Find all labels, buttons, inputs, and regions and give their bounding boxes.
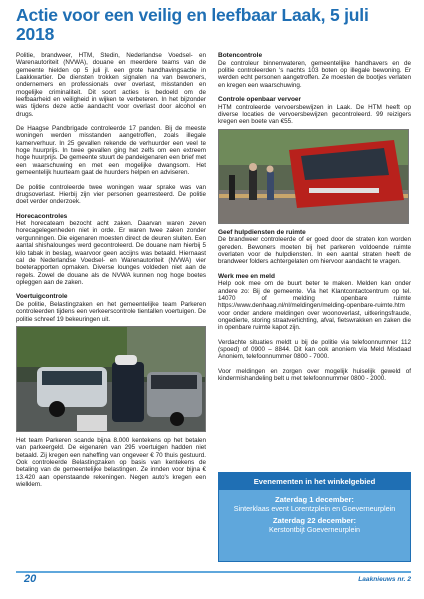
horeca-paragraph: Het horecateam bezocht acht zaken. Daarvan waren zeven horecagelegenheden niet in orde. Er waren twee zaken zonder vergunningen. Die eigenaren moesten direct de deuren sluiten. Een aantal shishalounges werd gecontroleerd. De douane nam hierbij 5 kilo tabak in beslag, waarvoor geen accijns was betaald. Hiernaast cal de Nederlandse Voedsel- en Warenautoriteit (NVWA) vier boeterapporten opmaken. Diverse lounges voldeden niet aan de regels. Zowel de douane als de NVWA kunnen nog hoge boetes opleggen aan de zaken. (16, 220, 206, 286)
event-description: Kerstontbijt Goeverneurplein (268, 525, 361, 534)
vehicle-control-photo (16, 326, 206, 432)
voertuig-heading: Voertuigcontrole (16, 293, 68, 301)
left-column (16, 52, 206, 495)
event-sinterklaas (219, 490, 410, 513)
voertuig-paragraph: De politie, Belastingzaken en het gemeentelijke team Parkeren controleerden tijdens een verkeerscontrole tientallen voertuigen. De politie schreef 19 bekeuringen uit. (16, 300, 206, 323)
ov-paragraph: HTM controleerde vervoersbewijzen in Laak. De HTM heeft op diverse locaties de vervoersbewijzen gecontroleerd. 99 reizigers kregen een boete van €55. (218, 103, 411, 126)
magazine-name: Laaknieuws nr. 2 (358, 576, 411, 583)
right-column (218, 52, 411, 389)
event-kerstontbijt (219, 513, 410, 534)
panden-paragraph: De Haagse Pandbrigade controleerde 17 panden. Bij de meeste woningen werden misstanden aangetroffen, zoals illegale kamerverhuur. In 25 gevallen rekende de verhuurder een veel te hoge huurprijs. In twee gevallen ging het zelfs om een extreem hoge huurprijs. De gemeente stuurt de pandeigenaren een brief met een waarschuwing en met een mogelijke dwangsom. Het gemeentelijk huurteam gaat de huurders helpen en adviseren. (16, 125, 206, 177)
parkeren-paragraph: Het team Parkeren scande bijna 8.000 kentekens op het betalen van parkeergeld. De eigenaren van 295 voertuigen hadden niet betaald. Zij kregen een naheffing van ongeveer € 70 thuis gestuurd. Ook controleerde Belastingzaken op basis van kentekens de betaling van de gemeentelijke belastingen. Ze innden voor bijna € 13.420 aan openstaande rekeningen. Negen auto's kregen een wielklem. (16, 436, 206, 488)
meld-paragraph: Help ook mee om de buurt beter te maken. Melden kan onder andere zo: Bij de gemeente. Via het Klantcontactcentrum op tel. 14070 of melding openbare ruimte https://www.denhaag.nl/nl/meldingen/melding-openbare-ruimte.htm voor onder andere meldingen over woonoverlast, uitkeringsfraude, ongedierte, storing straatverlichting, afval, fietswrakken en zaken die in openbare ruimte kapot zijn. (218, 280, 411, 332)
event-description: Sinterklaas event Lorentzplein en Goeverneurplein (233, 504, 396, 513)
page-number: 20 (24, 573, 37, 585)
verdacht-paragraph: Verdachte situaties meldt u bij de politie via telefoonnummer 112 (spoed) of 0900 – 8844. Dit kan ook anoniem via Meld Misdaad Anoniem, telefoonnummer 0800 - 7000. (218, 338, 411, 361)
page-title: Actie voor een veilig en leefbaar Laak, 5 juli 2018 (16, 5, 369, 44)
horeca-heading: Horecacontroles (16, 212, 68, 220)
boten-heading: Botencontrole (218, 52, 263, 59)
intro-paragraph: Politie, brandweer, HTM, Stedin, Nederlandse Voedsel- en Warenautoriteit (NVWA), douane en meerdere teams van de gemeente hielden op 5 juli jl. een grote handhavingsactie in Laakkwartier. De diensten trokken signalen na van bewoners, ondernemers en professionals over overlast, misstanden en mogelijke criminaliteit. Dit soort acties is bedoeld om de leefbaarheid en veiligheid in wijken te verbeteren. In het bijzonder was tijdens deze actie aandacht voor overlast door alcohol en drugs. (16, 52, 206, 118)
tram-photo (218, 129, 409, 224)
ov-heading: Controle openbaar vervoer (218, 95, 302, 103)
drugs-paragraph: De politie controleerde twee woningen waar sprake was van drugsoverlast. Hierbij zijn vier personen gearresteerd. De politie doet verder onderzoek. (16, 183, 206, 206)
events-heading: Evenementen in het winkelgebied (219, 473, 410, 490)
events-box (218, 472, 411, 562)
event-date: Zaterdag 22 december: (272, 516, 357, 525)
boten-paragraph: De controleur binnenwateren, gemeentelijke handhavers en de politie controleerden 's nachts 103 boten op illegale bewoning. Er werden echt personen aangetroffen. Ze moesten de bootjes verlaten en kregen een waarschuwing. (218, 59, 411, 89)
footer-divider (16, 571, 411, 573)
kinder-paragraph: Voor meldingen en zorgen over mogelijk huiselijk geweld of kindermishandeling belt u met telefoonnummer 0800 - 2000. (218, 367, 411, 382)
meld-heading: Werk mee en meld (218, 272, 275, 280)
hulp-paragraph: De brandweer controleerde of er goed door de straten kon worden gereden. Bewoners moeten bij het parkeren voldoende ruimte overlaten voor de hulpdiensten. In een aantal straten heeft de brandweer folders achtergelaten om hiervoor aandacht te vragen. (218, 236, 411, 266)
event-date: Zaterdag 1 december: (275, 495, 354, 504)
hulp-heading: Geef hulpdiensten de ruimte (218, 228, 306, 236)
